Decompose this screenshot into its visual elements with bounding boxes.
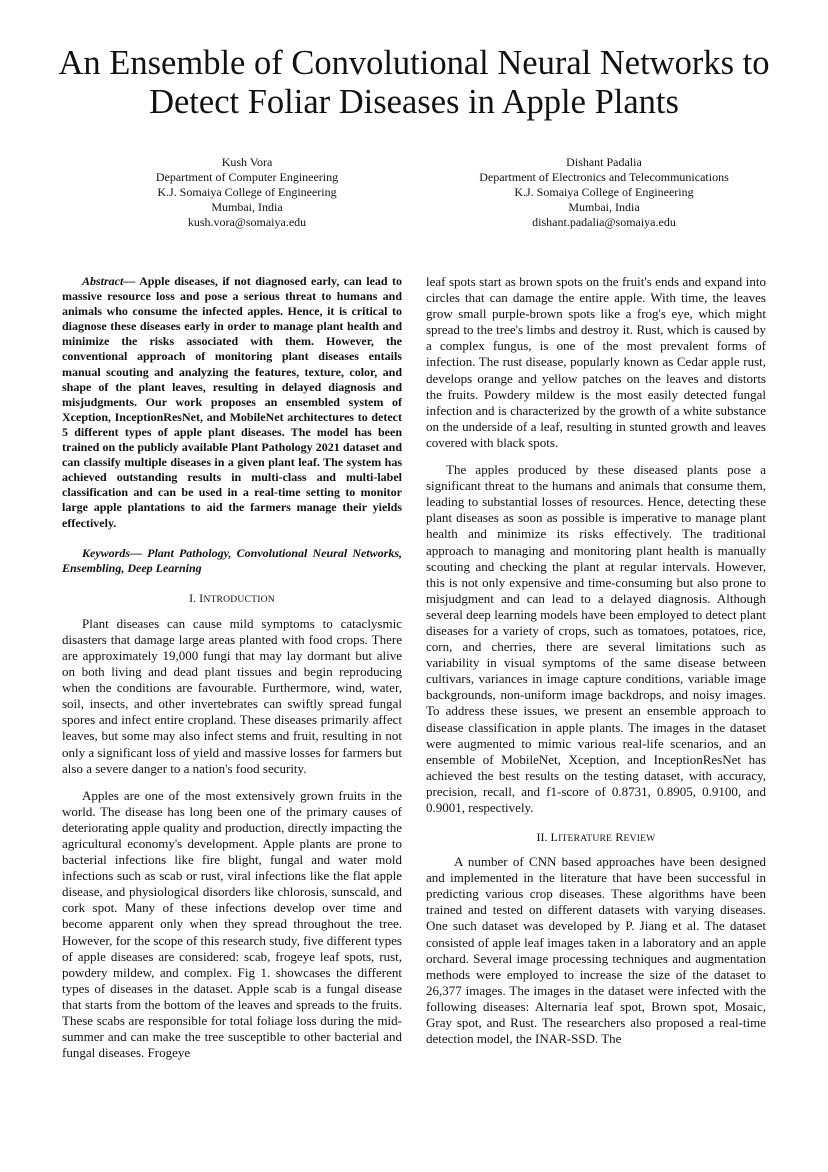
left-column bbox=[62, 274, 402, 1061]
author-block-1 bbox=[84, 155, 410, 230]
author-email: kush.vora@somaiya.edu bbox=[187, 215, 307, 229]
section-number: II. bbox=[536, 830, 548, 845]
keywords-label: Keywords— bbox=[82, 545, 142, 560]
section-title-initial-2: R bbox=[615, 830, 624, 845]
section-title-initial: L bbox=[550, 830, 559, 845]
section-heading-introduction bbox=[62, 591, 402, 607]
author-college: K.J. Somaiya College of Engineering bbox=[157, 185, 337, 199]
section-title-initial: I bbox=[199, 590, 204, 605]
author-block-2 bbox=[442, 155, 766, 230]
keywords-text: Plant Pathology, Convolutional Neural Networks, Ensembling, Deep Learning bbox=[62, 545, 402, 575]
paragraph: The apples produced by these diseased plants pose a significant threat to the humans and animals that consume them, leading to substantial losses of resources. Hence, detecting these plant diseases as soon as possible is imperative to manage plant health and minimize its risks effectively. The traditional approach to managing and monitoring plant health is manually scouting and checking the plant at regular intervals. However, this is not only expensive and time-consuming but also prone to misjudgment and can lead to a delayed diagnosis. Although several deep learning models have been employed to detect plant diseases for a variety of crops, such as tomatoes, potatoes, rice, corn, and cherries, there are several limitations such as variability in visual symptoms of the same disease between cultivars, variances in image capture conditions, variable image backgrounds, non-uniform image backdrops, and noisy images. To address these issues, we present an ensemble approach to disease classification in apple plants. The images in the dataset were augmented to mimic various real-life scenarios, and an ensemble of MobileNet, Xception, and InceptionResNet has achieved the best results on the testing dataset, with accuracy, precision, recall, and f1-score of 0.8731, 0.8905, 0.9100, and 0.9001, respectively. bbox=[426, 462, 766, 815]
abstract-label: Abstract— bbox=[82, 274, 136, 288]
author-name: Kush Vora bbox=[221, 155, 273, 169]
section-number: I. bbox=[189, 590, 197, 605]
author-email: dishant.padalia@somaiya.edu bbox=[532, 215, 676, 229]
section-heading-literature-review bbox=[426, 830, 766, 846]
paper-title: An Ensemble of Convolutional Neural Networks to Detect Foliar Diseases in Apple Plants bbox=[58, 44, 770, 121]
author-location: Mumbai, India bbox=[211, 200, 283, 214]
section-title-rest: NTRODUCTION bbox=[203, 593, 275, 605]
author-location: Mumbai, India bbox=[568, 200, 640, 214]
author-department: Department of Electronics and Telecommunications bbox=[479, 170, 729, 184]
paragraph: A number of CNN based approaches have been designed and implemented in the literature that have been successful in predicting various crop diseases. These algorithms have been trained and tested on different datasets with varying diseases. One such dataset was developed by P. Jiang et al. The dataset consisted of apple leaf images taken in a laboratory and an apple orchard. Several image processing techniques and augmentation methods were employed to increase the size of the dataset to 26,377 images. The images in the dataset were infected with the following diseases: Alternaria leaf spot, Brown spot, Mosaic, Gray spot, and Rust. The researchers also proposed a real-time detection model, the INAR-SSD. The bbox=[426, 854, 766, 1047]
author-name: Dishant Padalia bbox=[566, 155, 642, 169]
paragraph: Plant diseases can cause mild symptoms to cataclysmic disasters that damage large areas planted with food crops. There are approximately 19,000 fungi that may lay dormant but alive on both living and dead plant tissues and begin reproducing when the conditions are favourable. Furthermore, wind, water, soil, insects, and other invertebrates can swiftly spread fungal spores and infect entire cropland. These diseases primarily affect leaves, but some may also infect stems and fruit, resulting in not only a significant loss of yield and massive losses for farmers but also a severe danger to a nation's food security. bbox=[62, 615, 402, 776]
section-title-rest: ITERATURE bbox=[558, 833, 613, 845]
author-department: Department of Computer Engineering bbox=[155, 170, 339, 184]
right-column bbox=[426, 274, 766, 1047]
keywords bbox=[62, 546, 402, 576]
abstract bbox=[62, 274, 402, 531]
paragraph: Apples are one of the most extensively grown fruits in the world. The disease has long been one of the primary causes of deteriorating apple quality and production, directly impacting the agricultural economy's development. Apple plants are prone to bacterial infections like fire blight, fungal and water mold infections such as scab or rust, viral infections like the flat apple disease, and physiological disorders like chlorosis, sunscald, and cork spot. Many of these infections develop over time and become apparent only when they spread throughout the tree. However, for the scope of this research study, five different types of apple diseases are considered: scab, frogeye leaf spots, rust, powdery mildew, and complex. Fig 1. showcases the different types of diseases in the dataset. Apple scab is a fungal disease that starts from the bottom of the leaves and spreads to the fruits. These scabs are responsible for total foliage loss during the mid-summer and can make the tree susceptible to other bacterial and fungal diseases. Frogeye bbox=[62, 787, 402, 1061]
paragraph: leaf spots start as brown spots on the fruit's ends and expand into circles that can damage the entire apple. With time, the leaves grow small purple-brown spots like a frog's eye, which might spread to the tree's limbs and destroy it. Rust, which is caused by a complex fungus, is one of the most prevalent forms of infection. The rust disease, popularly known as Cedar apple rust, develops orange and yellow patches on the leaves and distorts the fruits. Powdery mildew is the most easily detected fungal infection and is characterized by the growth of a white substance on the underside of a leaf, resulting in stunted growth and leaves covered with black spots. bbox=[426, 274, 766, 450]
section-title-rest-2: EVIEW bbox=[623, 833, 656, 845]
author-college: K.J. Somaiya College of Engineering bbox=[514, 185, 694, 199]
abstract-text: Apple diseases, if not diagnosed early, can lead to massive resource loss and pose a serious threat to humans and animals who consume the infected apples. Hence, it is critical to diagnose these diseases early in order to manage plant health and minimize the risks associated with them. However, the conventional approach of monitoring plant diseases entails manual scouting and analyzing the features, texture, color, and shape of the plant leaves, resulting in delayed diagnosis and misjudgments. Our work proposes an ensembled system of Xception, InceptionResNet, and MobileNet architectures to detect 5 different types of apple plant diseases. The model has been trained on the publicly available Plant Pathology 2021 dataset and can classify multiple diseases in a given plant leaf. The system has achieved outstanding results in multi-class and multi-label classification and can be used in a real-time setting to monitor large apple plantations to aid the farmers manage their yields effectively. bbox=[62, 274, 402, 530]
